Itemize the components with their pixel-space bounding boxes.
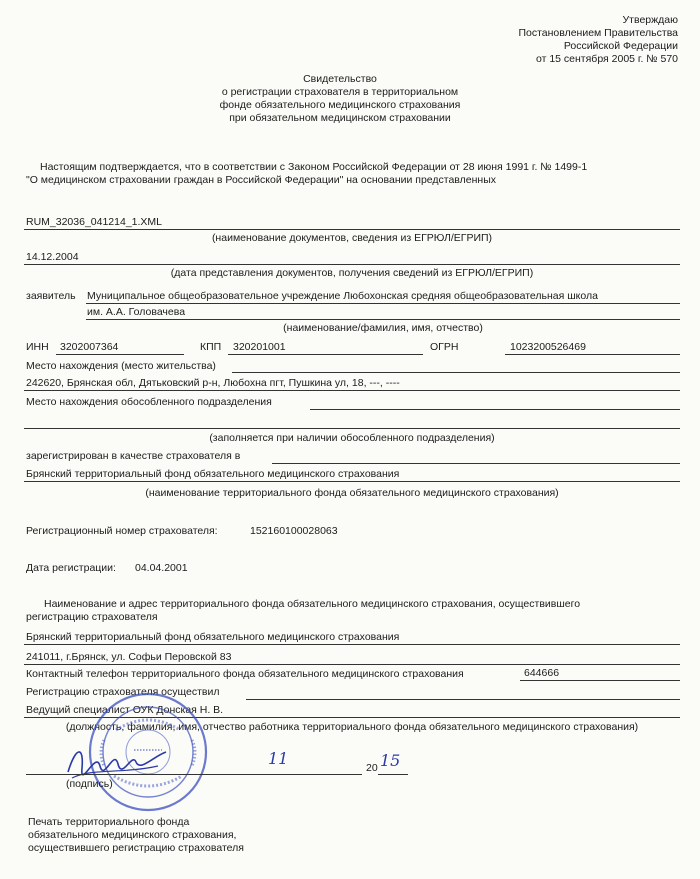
registrar-rule (246, 699, 680, 700)
location-label: Место нахождения (место жительства) (26, 360, 216, 372)
applicant-line-1-rule (86, 303, 680, 304)
applicant-line-2-rule (86, 319, 680, 320)
signature-day: 11 (268, 749, 289, 768)
approval-line-3: Российской Федерации (563, 40, 678, 52)
doc-title-1: Свидетельство (303, 73, 377, 85)
applicant-label: заявитель (26, 290, 76, 302)
applicant-line-1: Муниципальное общеобразовательное учреждение Любохонская средняя общеобразовательная школа (87, 290, 598, 302)
inn-label: ИНН (26, 341, 49, 353)
fund-heading-2: регистрацию страхователя (26, 611, 158, 623)
fund-address: 241011, г.Брянск, ул. Софьи Перовской 83 (26, 651, 232, 663)
documents-line (24, 229, 680, 230)
reg-number-label: Регистрационный номер страхователя: (26, 525, 218, 537)
approval-line-2: Постановлением Правительства (518, 27, 678, 39)
location-value-rule (24, 390, 680, 391)
applicant-line-2: им. А.А. Головачева (87, 306, 186, 318)
intro-line-2: "О медицинском страховании граждан в Российской Федерации" на основании представленных (26, 174, 497, 186)
ogrn-value: 1023200526469 (510, 341, 586, 353)
registered-label-rule (272, 463, 680, 464)
registrar-label: Регистрацию страхователя осуществил (26, 686, 220, 698)
seal-line-2: обязательного медицинского страхования, (28, 829, 237, 841)
registered-caption: (наименование территориального фонда обязательного медицинского страхования) (145, 487, 559, 499)
ogrn-label: ОГРН (430, 341, 459, 353)
reg-number-value: 152160100028063 (250, 525, 338, 537)
branch-rule-1 (310, 409, 680, 410)
kpp-label: КПП (200, 341, 222, 353)
signature-caption: (подпись) (66, 778, 113, 790)
approval-line-1: Утверждаю (622, 14, 678, 26)
doc-title-2: о регистрации страхователя в территориальном (221, 86, 459, 98)
approval-line-4: от 15 сентября 2005 г. № 570 (535, 53, 678, 65)
doc-title-4: при обязательном медицинском страховании (229, 112, 451, 124)
location-label-rule (232, 372, 680, 373)
inn-rule (56, 354, 184, 355)
registered-label: зарегистрирован в качестве страхователя в (26, 450, 241, 462)
reg-date-value: 04.04.2001 (135, 562, 188, 574)
fund-phone-value: 644666 (524, 667, 560, 679)
registered-fund: Брянский территориальный фонд обязательного медицинского страхования (26, 468, 400, 480)
documents-caption: (наименование документов, сведения из ЕГРЮЛ/ЕГРИП) (211, 232, 493, 244)
signature-year-rule (378, 774, 408, 775)
fund-name-rule (24, 644, 680, 645)
fund-phone-label: Контактный телефон территориального фонда обязательного медицинского страхования (26, 668, 464, 680)
submission-caption: (дата представления документов, получения сведений из ЕГРЮЛ/ЕГРИП) (170, 267, 534, 279)
seal-line-1: Печать территориального фонда (28, 816, 190, 828)
fund-address-rule (24, 664, 680, 665)
ogrn-rule (505, 354, 680, 355)
branch-rule-2 (24, 428, 680, 429)
documents-value: RUM_32036_041214_1.XML (26, 216, 163, 228)
fund-phone-rule (520, 680, 680, 681)
fund-heading-1: Наименование и адрес территориального фонда обязательного медицинского страхования, осуществившего (44, 598, 581, 610)
submission-line (24, 264, 680, 265)
signature-year-suffix: 15 (380, 751, 401, 770)
signature-year-prefix: 20 (366, 762, 378, 774)
intro-line-1: Настоящим подтверждается, что в соответствии с Законом Российской Федерации от 28 июня 1991 г. № 1499-1 (40, 161, 588, 173)
branch-label: Место нахождения обособленного подразделения (26, 396, 272, 408)
kpp-rule (228, 354, 423, 355)
submission-date: 14.12.2004 (26, 251, 79, 263)
signature-rule (26, 774, 362, 775)
inn-value: 3202007364 (60, 341, 119, 353)
location-value: 242620, Брянская обл, Дятьковский р-н, Любохна пгт, Пушкина ул, 18, ---, ---- (26, 377, 400, 389)
doc-title-3: фонде обязательного медицинского страхования (219, 99, 461, 111)
branch-caption: (заполняется при наличии обособленного подразделения) (209, 432, 495, 444)
registered-fund-rule (24, 481, 680, 482)
fund-name: Брянский территориальный фонд обязательного медицинского страхования (26, 631, 400, 643)
seal-line-3: осуществившего регистрацию страхователя (28, 842, 244, 854)
kpp-value: 320201001 (233, 341, 286, 353)
applicant-caption: (наименование/фамилия, имя, отчество) (283, 322, 483, 334)
specialist: Ведущий специалист ОУК Донская Н. В. (26, 704, 224, 716)
reg-date-label: Дата регистрации: (26, 562, 116, 574)
specialist-caption: (должность, фамилия, имя, отчество работника территориального фонда обязательного медицинского страхования) (65, 721, 639, 733)
